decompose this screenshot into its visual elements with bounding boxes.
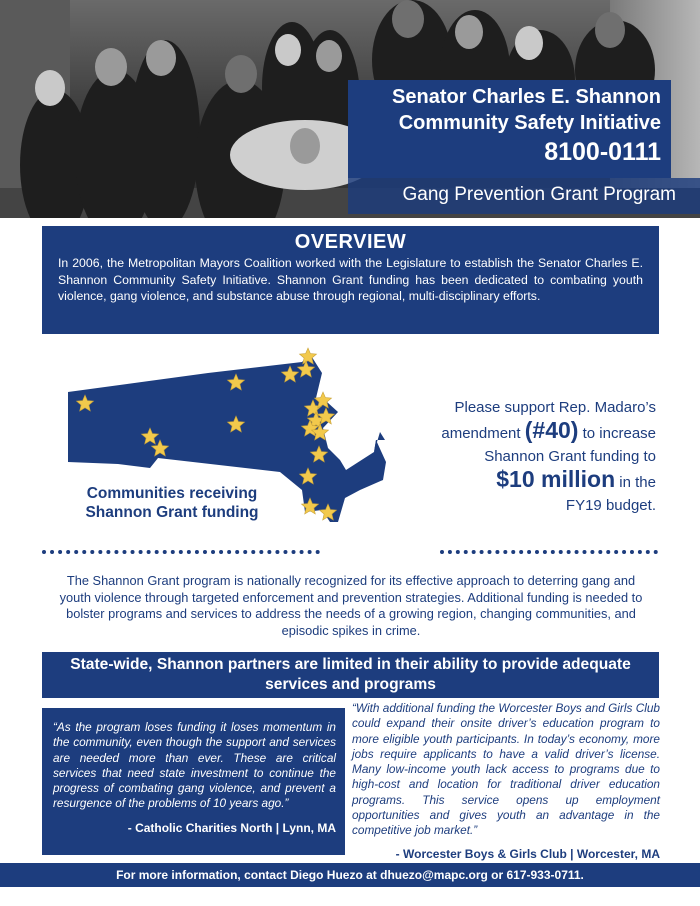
program-subtitle: Gang Prevention Grant Program — [348, 178, 700, 214]
support-in-the: in the — [619, 474, 656, 491]
photo-face — [95, 48, 127, 86]
dotted-divider-left — [42, 550, 320, 554]
map-caption — [62, 484, 282, 522]
support-line5: FY19 budget. — [565, 497, 656, 514]
quote-catholic-charities — [42, 708, 345, 855]
quote-worcester-club — [352, 701, 660, 861]
map-caption-line2: Shannon Grant funding — [85, 504, 259, 521]
program-title-line2: Community Safety Initiative — [398, 112, 661, 134]
support-line1: Please support Rep. Madaro’s — [454, 399, 656, 416]
overview-body: In 2006, the Metropolitan Mayors Coalition worked with the Legislature to establish the Senator Charles E. Shannon Community Safety Initiative. Shannon Grant funding has been dedicated to combating youth violence, gang violence, and substance abuse through regional, multi-disciplinary efforts. — [58, 256, 643, 303]
support-line2 — [392, 419, 656, 445]
support-line3: Shannon Grant funding to — [484, 448, 656, 465]
quote-left-text: “As the program loses funding it loses momentum in the community, even though the support and services are needed more than ever. These are critical services that need state investment to continue the progress of combating gang violence, and prevent a resurgence of the problems of 10 years ago.” — [53, 720, 336, 811]
support-line4 — [392, 468, 656, 494]
dotted-divider-right — [440, 550, 658, 554]
support-amendment-label: amendment — [441, 425, 521, 442]
photo-face — [455, 15, 483, 49]
quote-right-source: - Worcester Boys & Girls Club | Worcester, MA — [395, 846, 660, 861]
photo-face — [35, 70, 65, 106]
support-amount: $10 million — [496, 466, 616, 492]
program-title-line1: Senator Charles E. Shannon — [392, 86, 661, 108]
photo-face — [392, 0, 424, 38]
support-amendment-number: (#40) — [524, 417, 579, 443]
quote-left-source: - Catholic Charities North | Lynn, MA — [127, 820, 336, 835]
program-title-box — [348, 80, 671, 178]
contact-footer: For more information, contact Diego Huezo at dhuezo@mapc.org or 617-933-0711. — [0, 863, 700, 887]
recognition-paragraph: The Shannon Grant program is nationally recognized for its effective approach to deterring gang and youth violence through targeted enforcement and prevention strategies. Additional funding is needed to bolster programs and services to address the needs of a growing region, changing communities, and episodic spikes in crime. — [59, 573, 643, 638]
support-callout — [392, 396, 656, 517]
photo-face — [225, 55, 257, 93]
photo-face — [290, 128, 320, 164]
overview-panel — [42, 226, 659, 334]
map-caption-line1: Communities receiving — [86, 485, 258, 502]
limited-banner: State-wide, Shannon partners are limited in their ability to provide adequate services and programs — [42, 652, 659, 698]
program-code: 8100-0111 — [544, 138, 661, 166]
photo-face — [275, 34, 301, 66]
support-increase-label: to increase — [582, 425, 656, 442]
photo-face — [316, 40, 342, 72]
quote-right-text: “With additional funding the Worcester Boys and Girls Club could expand their onsite driver’s education program to more eligible youth participants. In today’s economy, more jobs require applicants to have a valid driver’s license. Many low-income youth lack access to programs due to high-cost and location for traditional driver education programs. This service opens up employment opportunities and gives youth an advantage in the competitive job market.” — [352, 701, 660, 838]
photo-face — [515, 26, 543, 60]
photo-face — [595, 12, 625, 48]
photo-face — [146, 40, 176, 76]
overview-heading: OVERVIEW — [294, 231, 407, 253]
